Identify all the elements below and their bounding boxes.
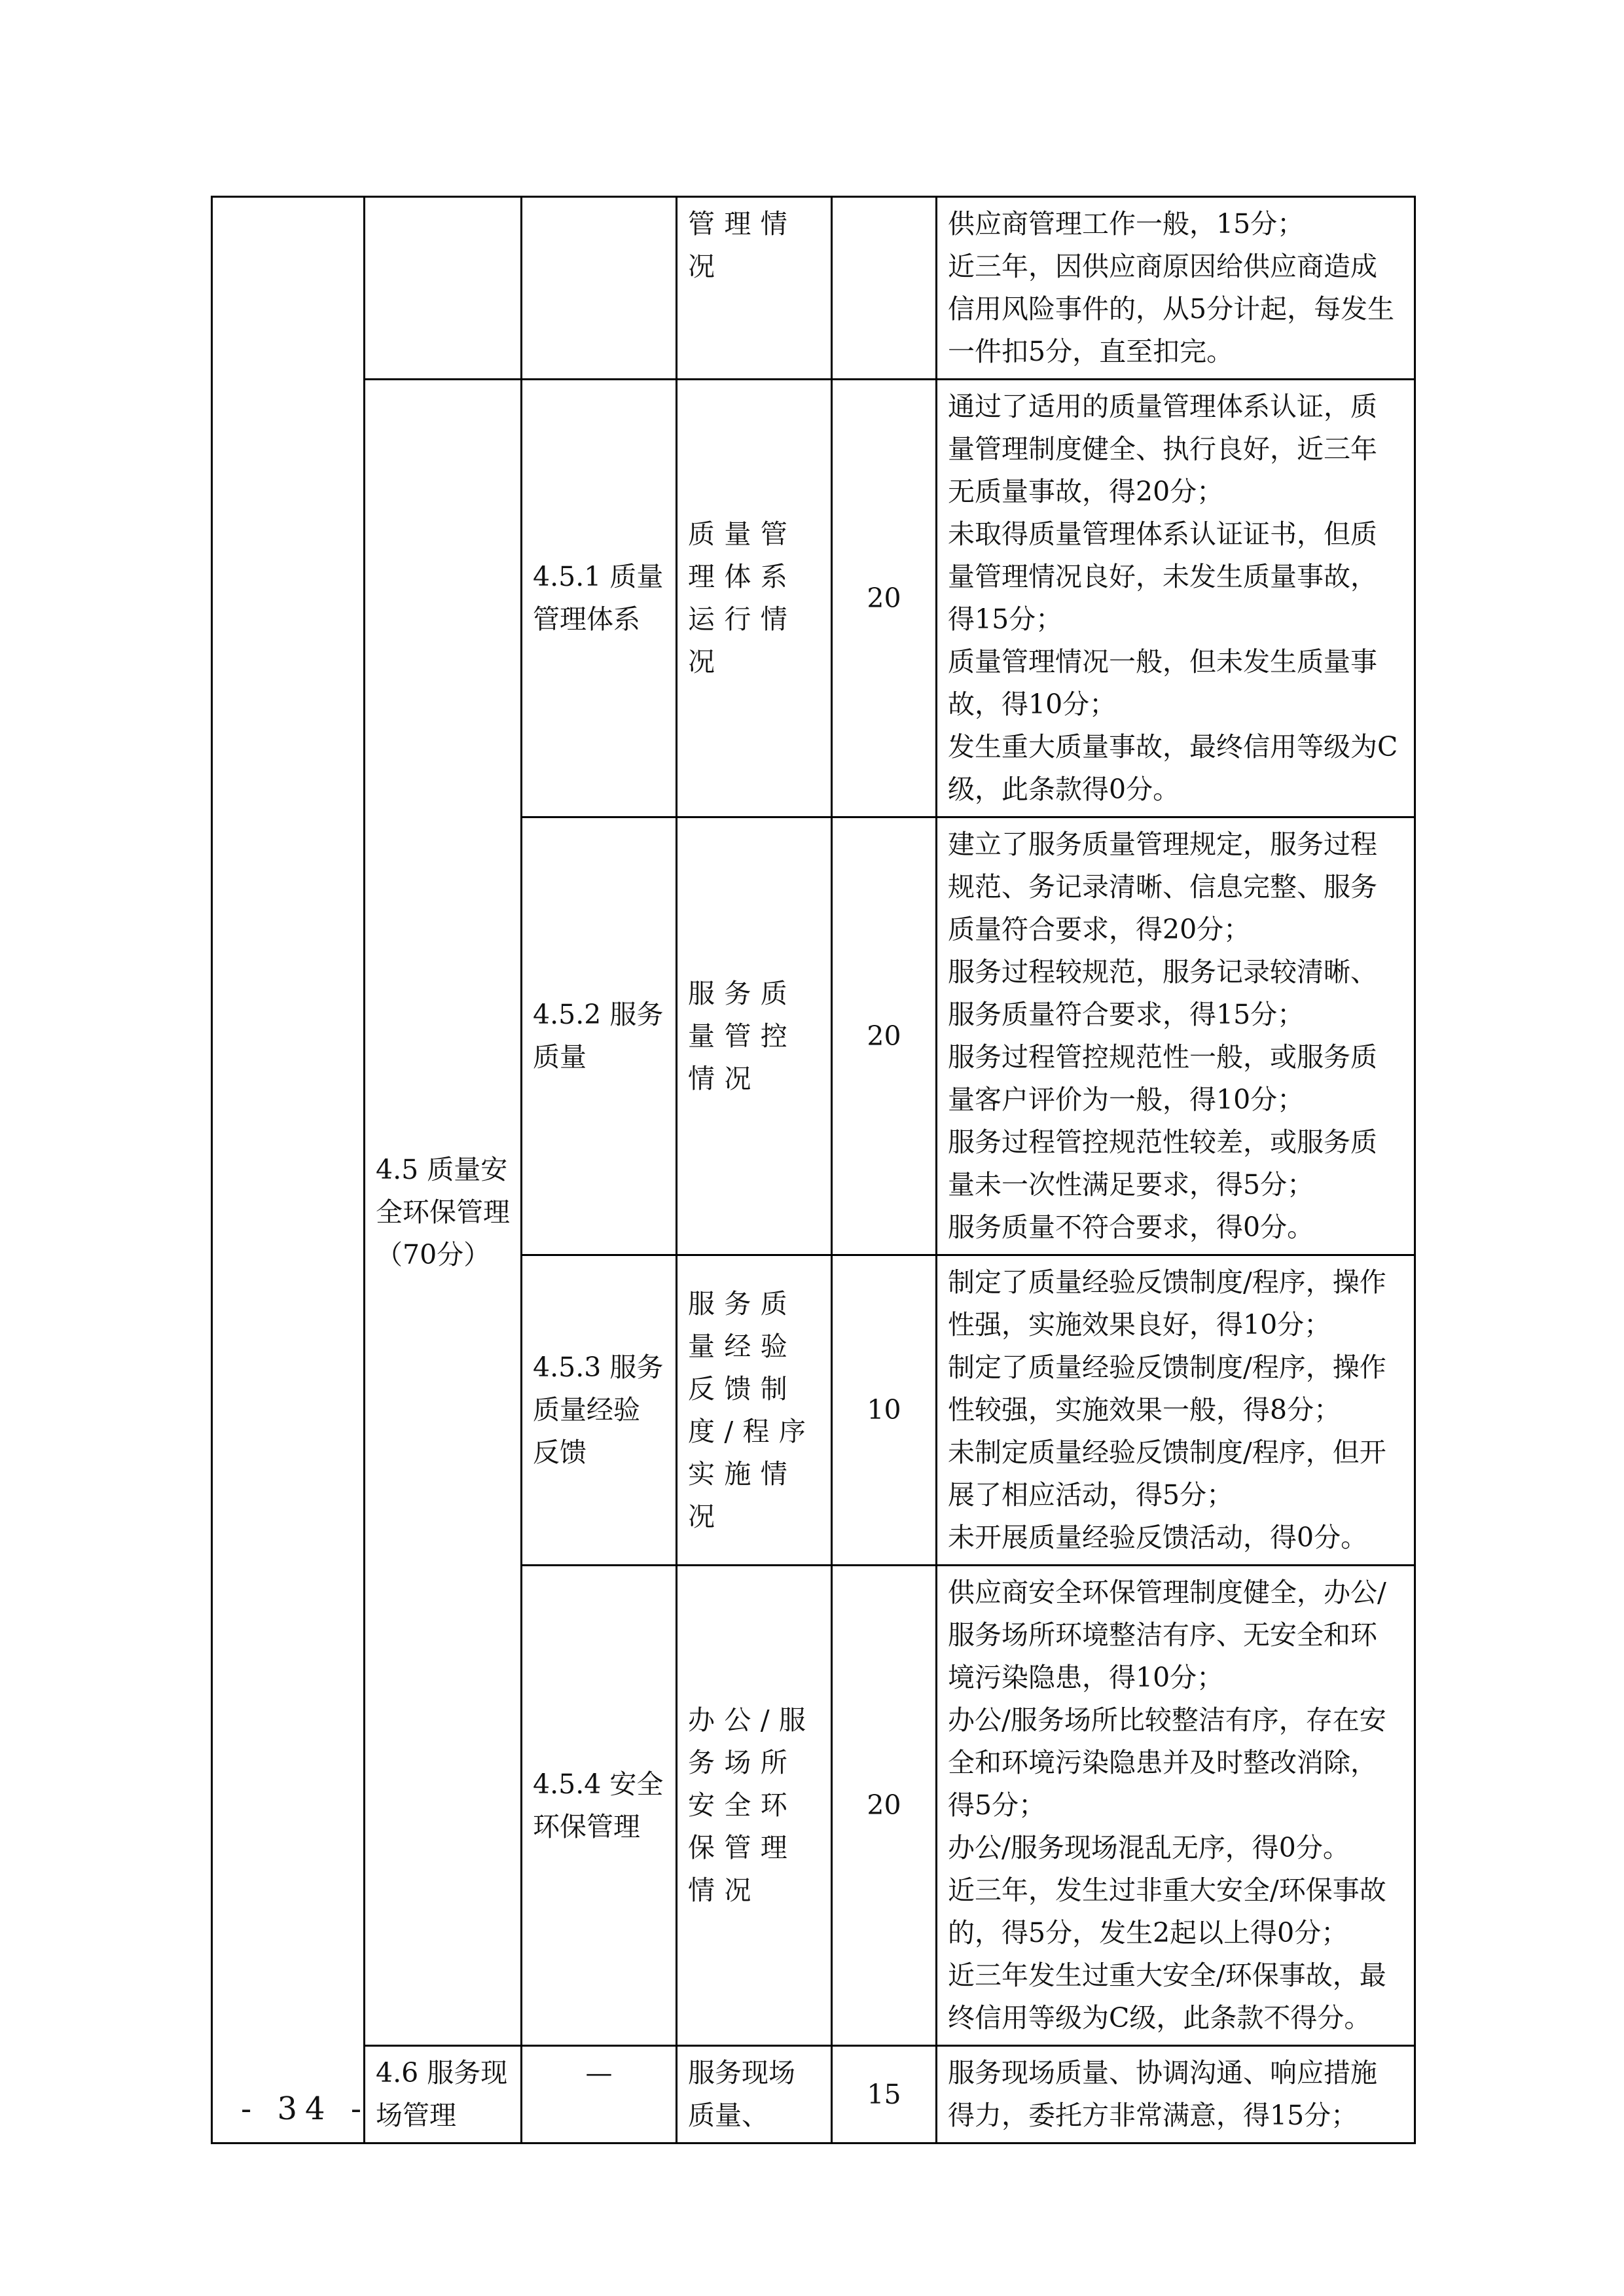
sub-cell: 4.5.2 服务质量 — [522, 817, 677, 1255]
section-cell: 4.5 质量安全环保管理（70分） — [365, 380, 522, 2046]
criteria-line: 供应商管理工作一般，15分； — [948, 208, 1305, 240]
criteria-cell — [937, 1566, 1415, 2046]
criteria-cell — [937, 817, 1415, 1255]
item-cell: 管理情况 — [677, 197, 832, 380]
criteria-line: 服务过程管控规范性较差，或服务质量未一次性满足要求，得5分； — [948, 1126, 1377, 1200]
table-row — [212, 197, 1415, 380]
score-cell: 20 — [832, 1566, 937, 2046]
item-cell: 服务现场质量、 — [677, 2046, 832, 2144]
criteria-line: 服务过程管控规范性一般，或服务质量客户评价为一般，得10分； — [948, 1041, 1377, 1115]
criteria-cell — [937, 1255, 1415, 1566]
section-cell: 4.6 服务现场管理 — [365, 2046, 522, 2144]
sub-cell: 4.5.1 质量管理体系 — [522, 380, 677, 817]
item-cell: 质量管理体系运行情况 — [677, 380, 832, 817]
score-cell: 20 — [832, 380, 937, 817]
table-row — [212, 380, 1415, 817]
criteria-line: 制定了质量经验反馈制度/程序，操作性强，实施效果良好，得10分； — [948, 1266, 1386, 1340]
criteria-line: 近三年，因供应商原因给供应商造成信用风险事件的，从5分计起，每发生一件扣5分，直至扣完。 — [948, 251, 1395, 367]
score-cell — [832, 197, 937, 380]
criteria-line: 未制定质量经验反馈制度/程序，但开展了相应活动，得5分； — [948, 1437, 1386, 1511]
criteria-line: 质量管理情况一般，但未发生质量事故，得10分； — [948, 646, 1377, 720]
criteria-line: 建立了服务质量管理规定，服务过程规范、务记录清晰、信息完整、服务质量符合要求，得20分； — [948, 829, 1377, 945]
criteria-line: 服务现场质量、协调沟通、响应措施得力，委托方非常满意，得15分； — [948, 2057, 1377, 2131]
criteria-line: 发生重大质量事故，最终信用等级为C级，此条款得0分。 — [948, 731, 1398, 805]
criteria-line: 服务质量不符合要求，得0分。 — [948, 1211, 1314, 1243]
item-cell: 服务质量经验反馈制度/程序实施情况 — [677, 1255, 832, 1566]
score-cell: 10 — [832, 1255, 937, 1566]
score-cell: 20 — [832, 817, 937, 1255]
criteria-cell — [937, 197, 1415, 380]
criteria-line: 通过了适用的质量管理体系认证，质量管理制度健全、执行良好，近三年无质量事故，得20分； — [948, 391, 1377, 507]
criteria-line: 未取得质量管理体系认证证书，但质量管理情况良好，未发生质量事故，得15分； — [948, 518, 1377, 635]
sub-cell: 4.5.3 服务质量经验反馈 — [522, 1255, 677, 1566]
criteria-line: 供应商安全环保管理制度健全，办公/服务场所环境整洁有序、无安全和环境污染隐患，得10分； — [948, 1577, 1386, 1693]
sub-cell: 4.5.4 安全环保管理 — [522, 1566, 677, 2046]
criteria-cell — [937, 380, 1415, 817]
score-cell: 15 — [832, 2046, 937, 2144]
criteria-cell — [937, 2046, 1415, 2144]
criteria-line: 近三年，发生过非重大安全/环保事故的，得5分，发生2起以上得0分； — [948, 1874, 1386, 1948]
sub-cell: — — [522, 2046, 677, 2144]
criteria-line: 近三年发生过重大安全/环保事故，最终信用等级为C级，此条款不得分。 — [948, 1960, 1386, 2034]
section-cell — [365, 197, 522, 380]
item-cell: 服务质量管控情况 — [677, 817, 832, 1255]
sub-cell — [522, 197, 677, 380]
score-table — [211, 196, 1416, 2144]
category-cell — [212, 197, 365, 2144]
criteria-line: 制定了质量经验反馈制度/程序，操作性较强，实施效果一般，得8分； — [948, 1352, 1386, 1426]
criteria-line: 办公/服务现场混乱无序，得0分。 — [948, 1832, 1350, 1863]
item-cell: 办公/服务场所安全环保管理情况 — [677, 1566, 832, 2046]
criteria-line: 服务过程较规范，服务记录较清晰、服务质量符合要求，得15分； — [948, 956, 1377, 1030]
criteria-line: 办公/服务场所比较整洁有序，存在安全和环境污染隐患并及时整改消除，得5分； — [948, 1704, 1386, 1821]
page-number: - 34 - — [241, 2090, 370, 2127]
table-row — [212, 2046, 1415, 2144]
criteria-line: 未开展质量经验反馈活动，得0分。 — [948, 1522, 1368, 1553]
